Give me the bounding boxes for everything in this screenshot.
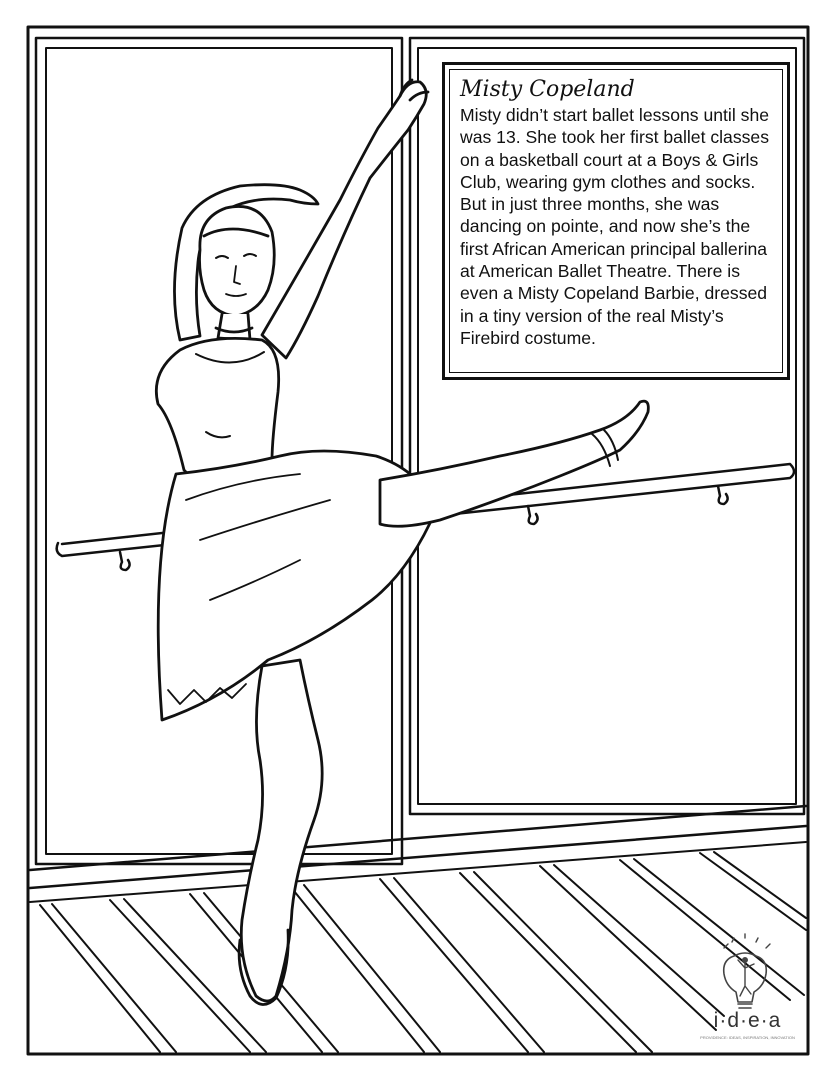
info-box (442, 62, 790, 380)
logo-tagline: PROVIDENCE: IDEAS, INSPIRATION, INNOVATION (700, 1035, 795, 1040)
idea-logo (690, 935, 805, 1040)
info-title: Misty Copeland (460, 77, 635, 102)
logo-name: i·d·e·a (713, 1009, 782, 1032)
info-body-text: Misty didn’t start ballet lessons until she was 13. She took her first ballet classes on a basketball court at a Boys & Girls Club, wearing gym clothes and socks. But in just three months, she was dancing on pointe, and now she’s the first African American principal ballerina at American Ballet Theatre. There is even a Misty Copeland Barbie, dressed in a tiny version of the real Misty’s Firebird costume. (460, 105, 770, 348)
info-box-inner (449, 69, 783, 373)
